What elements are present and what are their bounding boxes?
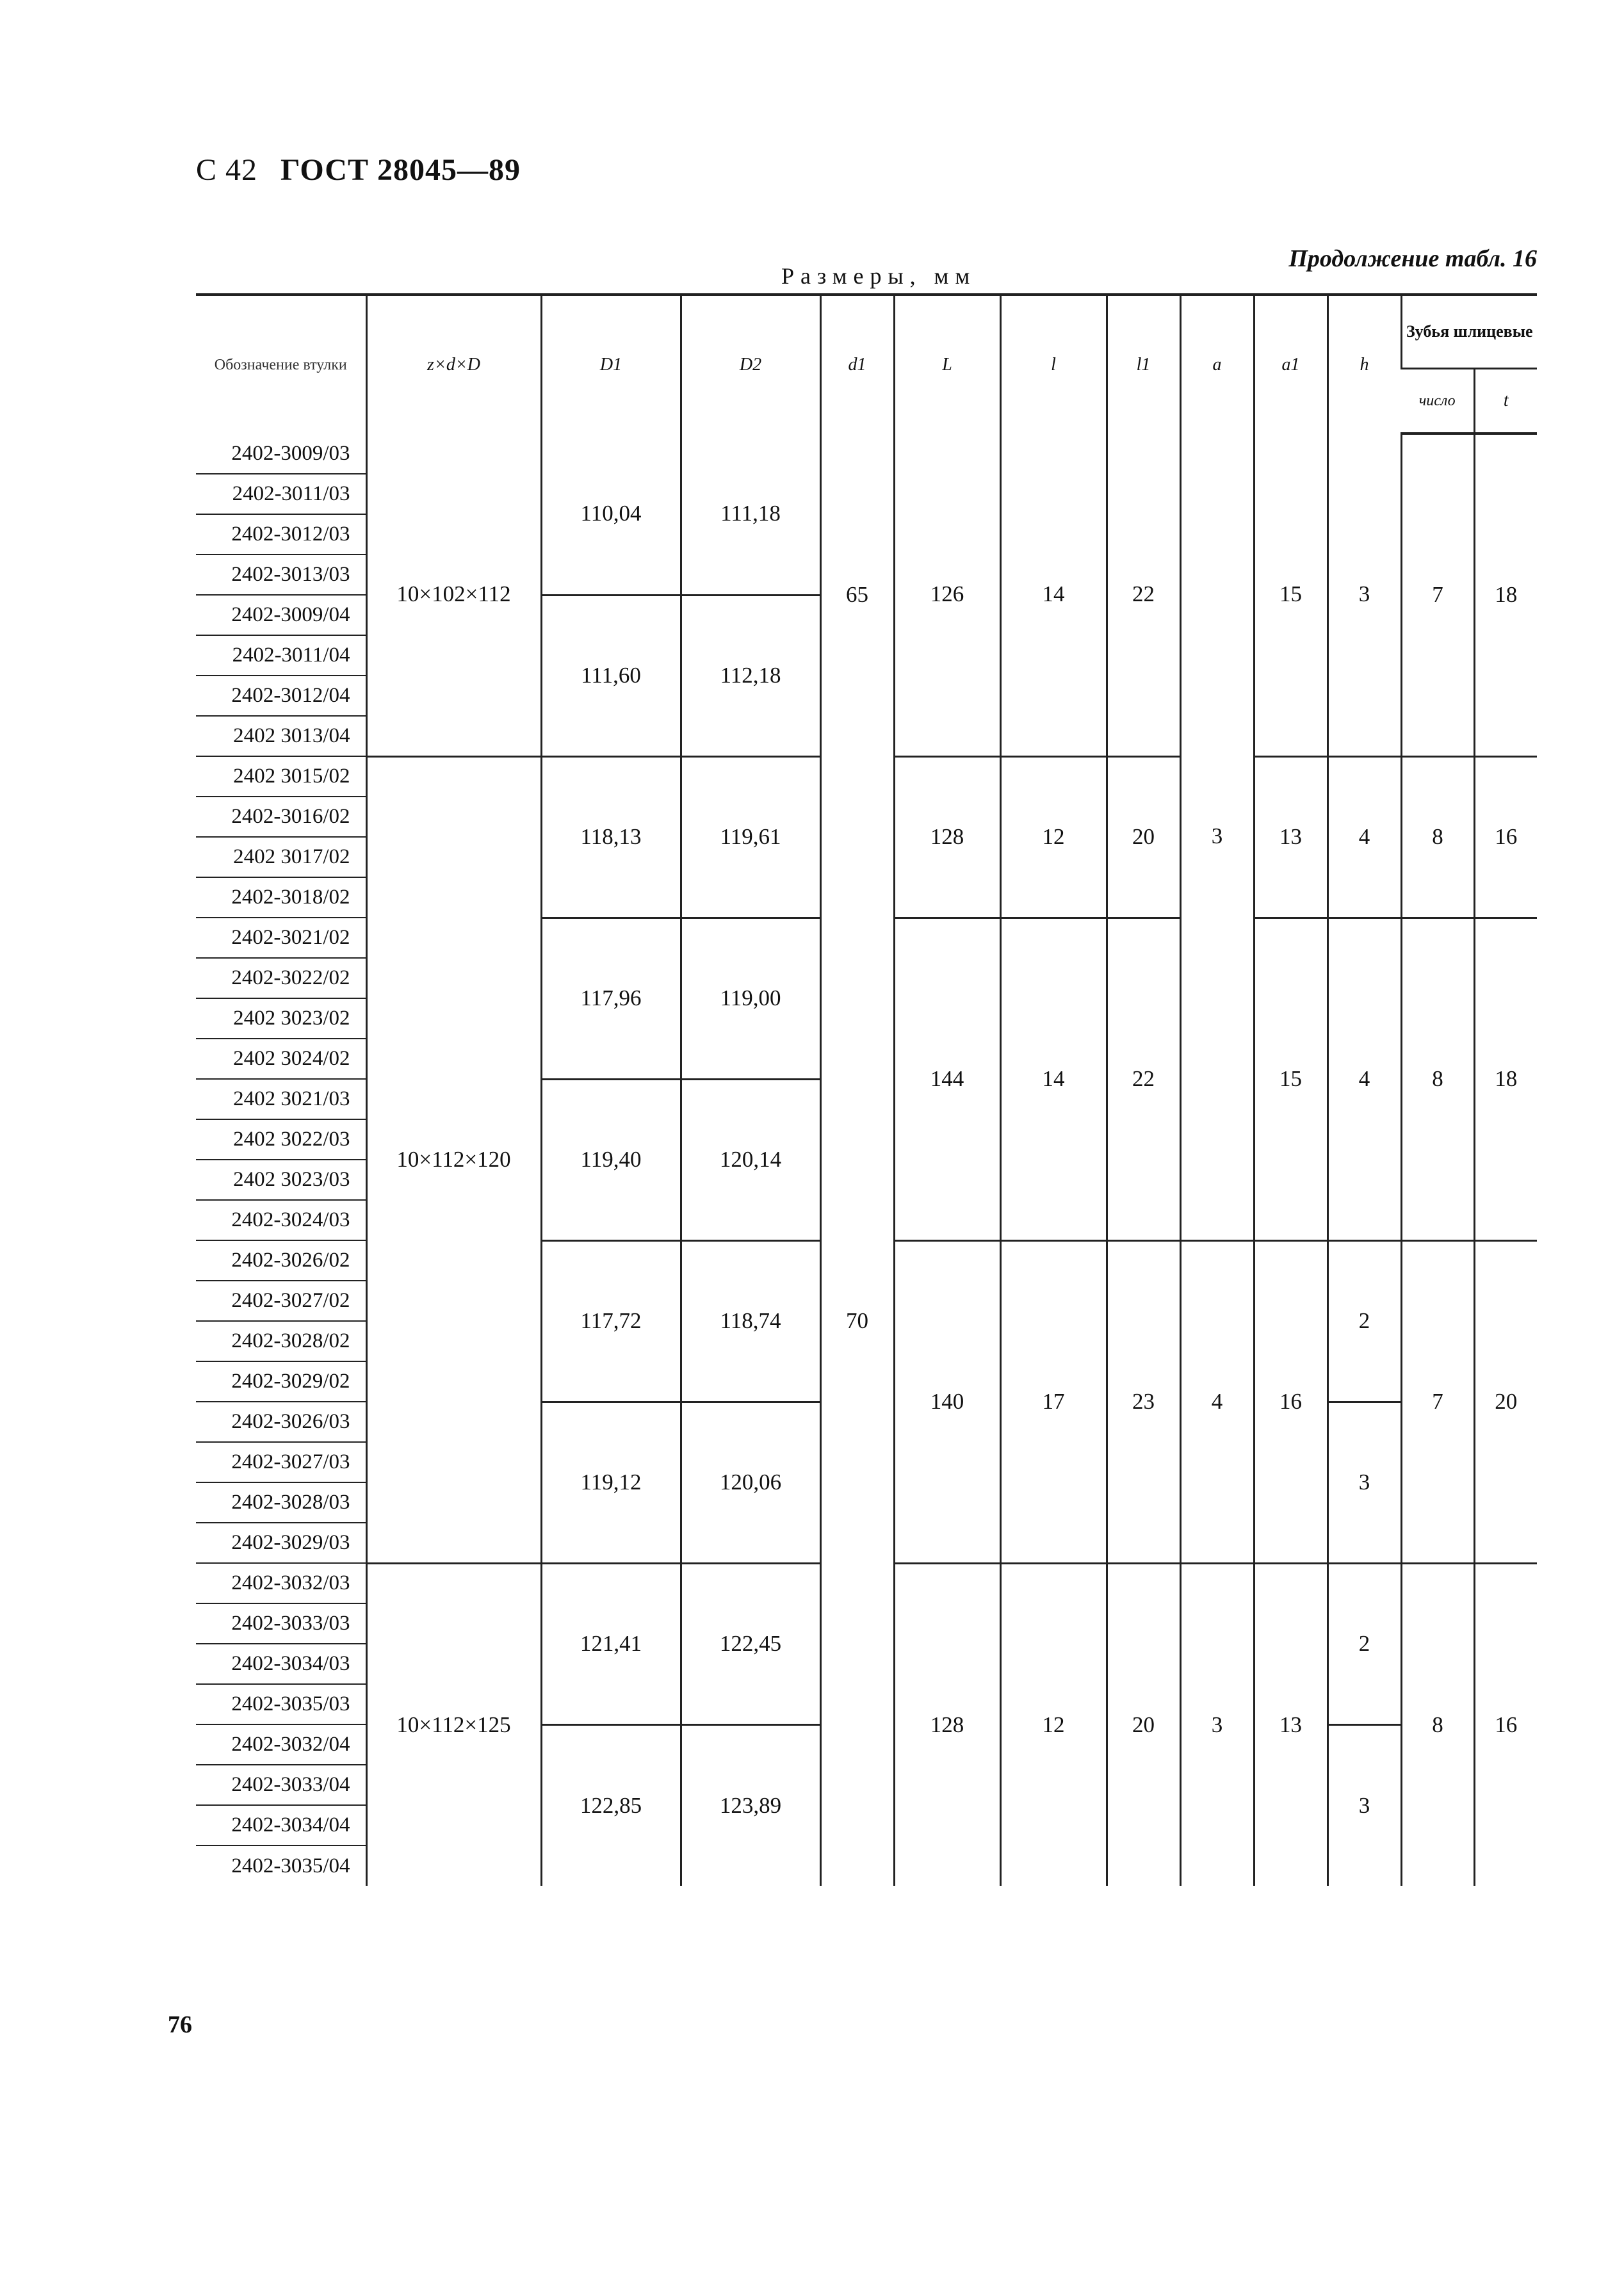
designation-cell: 2402 3023/02 <box>196 998 366 1039</box>
header-t: t <box>1474 369 1537 434</box>
designation-cell: 2402-3028/02 <box>196 1321 366 1361</box>
D1-cell: 110,04 <box>541 434 681 595</box>
h-cell: 3 <box>1328 434 1401 756</box>
D1-cell: 111,60 <box>541 595 681 756</box>
L-cell: 126 <box>894 434 1000 756</box>
designation-cell: 2402-3029/03 <box>196 1523 366 1563</box>
header-a: a <box>1180 295 1254 434</box>
header-teeth: Зубья шлицевые <box>1401 295 1537 369</box>
designation-cell: 2402-3026/03 <box>196 1402 366 1442</box>
designation-cell: 2402-3012/04 <box>196 676 366 716</box>
D1-cell: 119,40 <box>541 1079 681 1240</box>
designation-cell: 2402-3032/03 <box>196 1563 366 1603</box>
D1-cell: 122,85 <box>541 1724 681 1886</box>
header-D2: D2 <box>681 295 820 434</box>
number-cell: 8 <box>1401 756 1474 918</box>
number-cell: 7 <box>1401 434 1474 756</box>
designation-cell: 2402-3027/03 <box>196 1442 366 1482</box>
D2-cell: 120,14 <box>681 1079 820 1240</box>
header-a1: a1 <box>1254 295 1328 434</box>
designation-cell: 2402-3012/03 <box>196 514 366 555</box>
a1-cell: 15 <box>1254 918 1328 1240</box>
designation-cell: 2402-3034/04 <box>196 1805 366 1845</box>
L-cell: 128 <box>894 1563 1000 1886</box>
sizes-caption: Размеры, мм <box>781 263 977 289</box>
header-h: h <box>1328 295 1401 434</box>
designation-cell: 2402 3017/02 <box>196 837 366 877</box>
D2-cell: 123,89 <box>681 1724 820 1886</box>
designation-cell: 2402 3013/04 <box>196 716 366 756</box>
a-cell: 3 <box>1180 434 1254 1240</box>
D2-cell: 122,45 <box>681 1563 820 1724</box>
D2-cell: 118,74 <box>681 1240 820 1402</box>
designation-cell: 2402 3015/02 <box>196 756 366 797</box>
page-number: 76 <box>168 2011 192 2038</box>
designation-cell: 2402-3009/03 <box>196 434 366 474</box>
l-cell: 12 <box>1000 1563 1107 1886</box>
header-number: число <box>1401 369 1474 434</box>
l-cell: 12 <box>1000 756 1107 918</box>
header-l: l <box>1000 295 1107 434</box>
l1-cell: 22 <box>1107 434 1180 756</box>
designation-cell: 2402 3021/03 <box>196 1079 366 1119</box>
header-D1: D1 <box>541 295 681 434</box>
d1-cell: 65 <box>820 434 894 756</box>
d1-cell: 70 <box>820 756 894 1886</box>
designation-cell: 2402-3011/03 <box>196 474 366 514</box>
header-d1: d1 <box>820 295 894 434</box>
L-cell: 140 <box>894 1240 1000 1563</box>
h-cell: 4 <box>1328 756 1401 918</box>
header-designation: Обозначение втулки <box>196 295 366 434</box>
spline-bushing-table <box>196 293 1537 1886</box>
header-l1: l1 <box>1107 295 1180 434</box>
l-cell: 14 <box>1000 434 1107 756</box>
zdD-cell: 10×102×112 <box>366 434 541 756</box>
designation-cell: 2402 3024/02 <box>196 1039 366 1079</box>
designation-cell: 2402-3035/04 <box>231 1854 350 1877</box>
number-cell: 8 <box>1401 918 1474 1240</box>
designation-cell: 2402-3028/03 <box>196 1482 366 1523</box>
D1-cell: 117,72 <box>541 1240 681 1402</box>
designation-cell: 2402-3026/02 <box>196 1240 366 1281</box>
L-cell: 128 <box>894 756 1000 918</box>
a1-cell: 16 <box>1254 1240 1328 1563</box>
table-continuation: Продолжение табл. 16 <box>1288 245 1537 272</box>
designation-cell: 2402-3016/02 <box>196 797 366 837</box>
designation-cell: 2402-3021/02 <box>196 918 366 958</box>
zdD-cell: 10×112×120 <box>366 756 541 1563</box>
h-cell: 3 <box>1328 1724 1401 1886</box>
a-cell: 3 <box>1180 1563 1254 1886</box>
h-cell: 4 <box>1328 918 1401 1240</box>
designation-cell: 2402-3035/03 <box>196 1684 366 1724</box>
l1-cell: 22 <box>1107 918 1180 1240</box>
designation-cell: 2402-3011/04 <box>196 635 366 676</box>
a-cell: 4 <box>1180 1240 1254 1563</box>
l1-cell: 23 <box>1107 1240 1180 1563</box>
t-cell: 16 <box>1474 1563 1537 1886</box>
a1-cell: 15 <box>1254 434 1328 756</box>
designation-cell: 2402-3033/03 <box>196 1603 366 1644</box>
designation-cell: 2402-3013/03 <box>196 555 366 595</box>
t-cell: 18 <box>1474 434 1537 756</box>
l-cell: 14 <box>1000 918 1107 1240</box>
l1-cell: 20 <box>1107 1563 1180 1886</box>
designation-cell: 2402 3023/03 <box>196 1160 366 1200</box>
designation-cell: 2402-3018/02 <box>196 877 366 918</box>
D2-cell: 119,61 <box>681 756 820 918</box>
t-cell: 16 <box>1474 756 1537 918</box>
designation-cell: 2402-3009/04 <box>196 595 366 635</box>
zdD-cell: 10×112×125 <box>366 1563 541 1886</box>
page-header <box>196 152 521 188</box>
page-prefix: С 42 <box>196 153 258 187</box>
number-cell: 7 <box>1401 1240 1474 1563</box>
designation-cell: 2402-3033/04 <box>196 1765 366 1805</box>
designation-cell: 2402 3022/03 <box>196 1119 366 1160</box>
D1-cell: 121,41 <box>541 1563 681 1724</box>
t-cell: 20 <box>1474 1240 1537 1563</box>
D2-cell: 111,18 <box>681 434 820 595</box>
L-cell: 144 <box>894 918 1000 1240</box>
gost-number: ГОСТ 28045—89 <box>280 153 521 187</box>
D1-cell: 117,96 <box>541 918 681 1079</box>
t-cell: 18 <box>1474 918 1537 1240</box>
a1-cell: 13 <box>1254 1563 1328 1886</box>
designation-cell: 2402-3034/03 <box>196 1644 366 1684</box>
designation-cell: 2402-3024/03 <box>196 1200 366 1240</box>
designation-cell: 2402-3029/02 <box>196 1361 366 1402</box>
D2-cell: 119,00 <box>681 918 820 1079</box>
designation-cell: 2402-3027/02 <box>196 1281 366 1321</box>
D1-cell: 118,13 <box>541 756 681 918</box>
designation-cell: 2402-3032/04 <box>196 1724 366 1765</box>
designation-cell: 2402-3022/02 <box>196 958 366 998</box>
h-cell: 2 <box>1328 1240 1401 1402</box>
l-cell: 17 <box>1000 1240 1107 1563</box>
h-cell: 2 <box>1328 1563 1401 1724</box>
D2-cell: 120,06 <box>681 1402 820 1563</box>
h-cell: 3 <box>1328 1402 1401 1563</box>
D2-cell: 112,18 <box>681 595 820 756</box>
header-zdD: z×d×D <box>366 295 541 434</box>
l1-cell: 20 <box>1107 756 1180 918</box>
a1-cell: 13 <box>1254 756 1328 918</box>
header-L: L <box>894 295 1000 434</box>
number-cell: 8 <box>1401 1563 1474 1886</box>
D1-cell: 119,12 <box>541 1402 681 1563</box>
